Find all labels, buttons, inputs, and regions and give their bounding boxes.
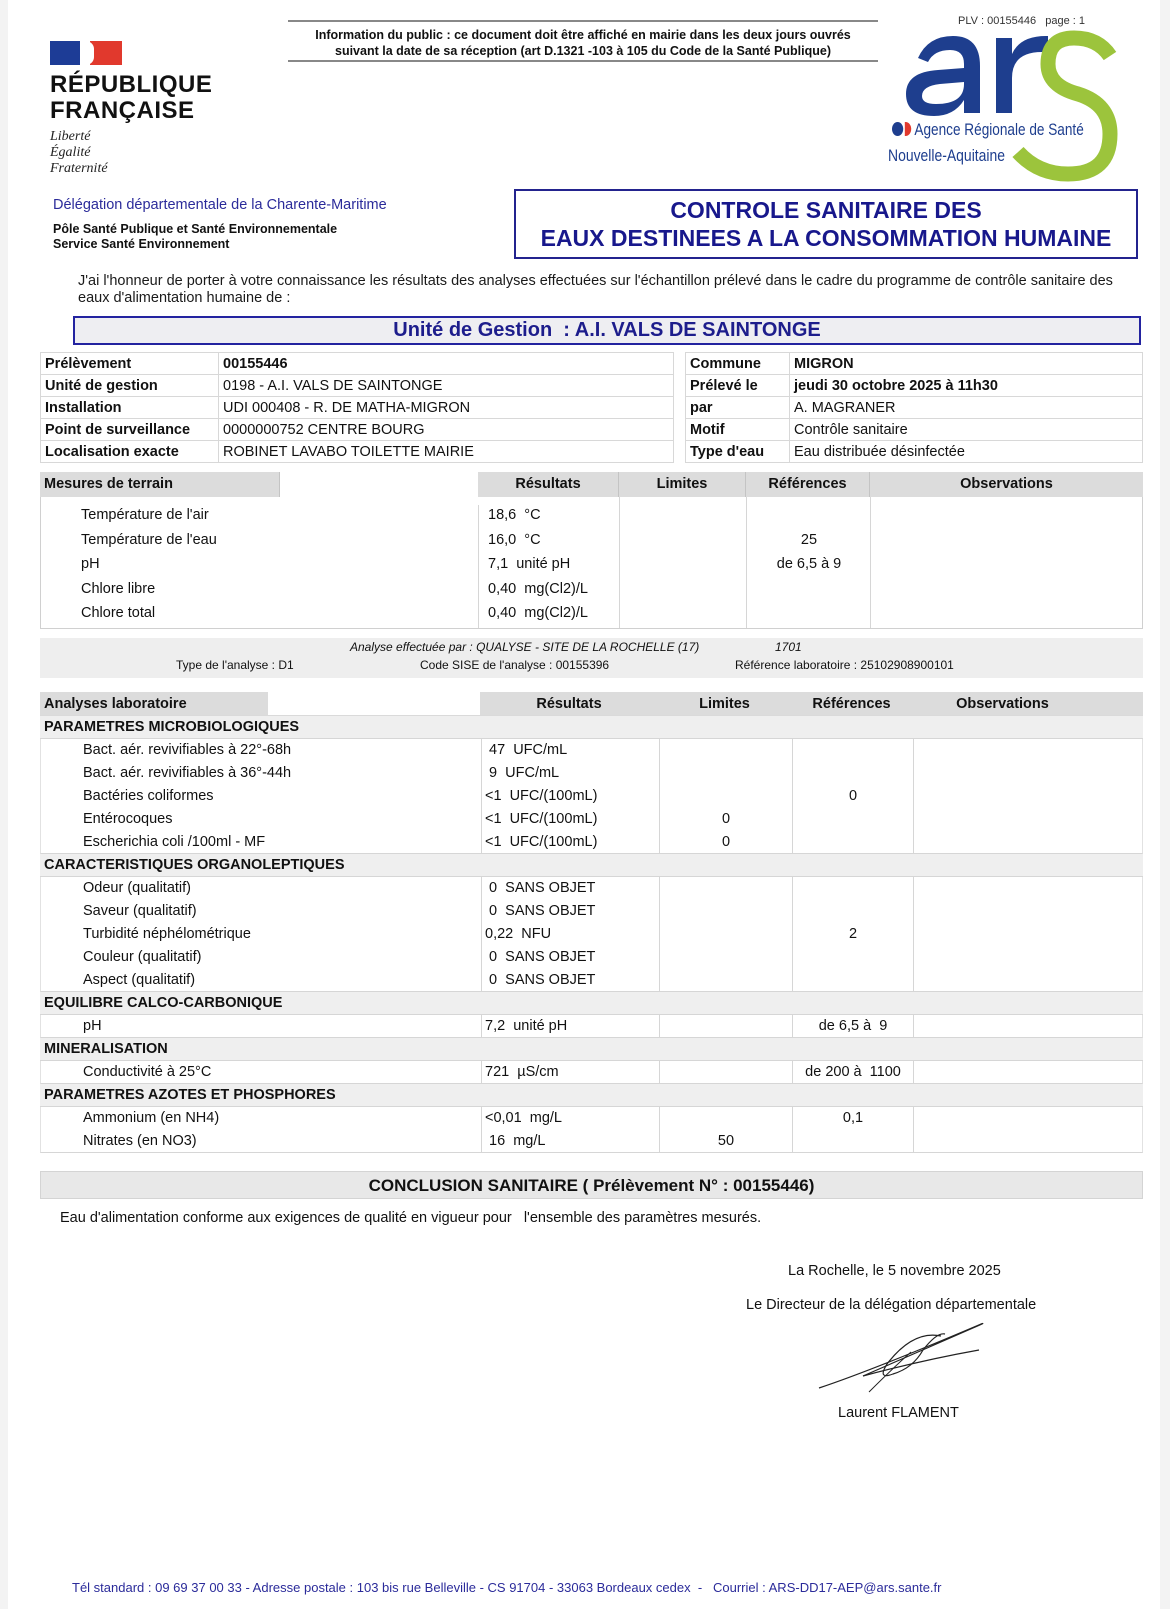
- info-value: 0198 - A.I. VALS DE SAINTONGE: [219, 375, 674, 397]
- motto-fraternite: Fraternité: [50, 161, 108, 176]
- info-row: [41, 353, 1143, 375]
- republic-motto: [50, 129, 108, 177]
- parameter-observation: [913, 762, 1143, 785]
- notice-line-2: suivant la date de sa réception (art D.1321 -103 à 105 du Code de la Santé Publique): [335, 44, 831, 58]
- info-row: [41, 397, 1143, 419]
- parameter-observation: [913, 1015, 1143, 1037]
- measure-result: 18,6 °C: [488, 507, 541, 523]
- lab-row: [40, 1130, 1143, 1153]
- lab-row: [40, 1107, 1143, 1130]
- header-limits: Limites: [699, 696, 750, 712]
- footer-contact: Tél standard : 09 69 37 00 33 - Adresse postale : 103 bis rue Belleville - CS 91704 - 33063 Bordeaux cedex - Courriel : ARS-DD17-AEP@ars.sante.fr: [72, 1580, 942, 1595]
- header-lab-label: Analyses laboratoire: [40, 692, 268, 715]
- parameter-result: 7,2 unité pH: [481, 1015, 659, 1037]
- info-label: Localisation exacte: [41, 441, 219, 463]
- info-row: [41, 419, 1143, 441]
- parameter-limit: 0: [659, 831, 792, 853]
- header-terrain-label: Mesures de terrain: [40, 472, 280, 497]
- lab-row: [40, 946, 1143, 969]
- parameter-limit: [659, 739, 792, 762]
- parameter-reference: [792, 1130, 913, 1152]
- pole-line: Pôle Santé Publique et Santé Environnementale: [53, 222, 338, 236]
- marianne-logo-icon: [50, 41, 122, 65]
- signature-role: Le Directeur de la délégation départementale: [746, 1297, 1037, 1313]
- parameter-observation: [913, 808, 1143, 831]
- measure-result: 16,0 °C: [488, 531, 541, 548]
- intro-paragraph: J'ai l'honneur de porter à votre connaissance les résultats des analyses effectuées sur l'échantillon prélevé dans le cadre du programme de contrôle sanitaire des eaux d'alimentation humaine de :: [78, 273, 1113, 306]
- parameter-observation: [913, 969, 1143, 991]
- analysis-sise-code: Code SISE de l'analyse : 00155396: [420, 658, 610, 672]
- lab-row: [40, 808, 1143, 831]
- header-observations: Observations: [956, 696, 1049, 712]
- measure-reference: 25: [800, 531, 818, 548]
- parameter-name: Saveur (qualitatif): [83, 903, 197, 919]
- parameter-result: 0 SANS OBJET: [481, 900, 659, 923]
- parameter-result: 0,22 NFU: [481, 923, 659, 946]
- parameter-name: Couleur (qualitatif): [83, 949, 202, 965]
- parameter-name: Nitrates (en NO3): [83, 1133, 197, 1149]
- parameter-limit: [659, 969, 792, 991]
- info-gap: [674, 441, 686, 463]
- info-value: Eau distribuée désinfectée: [790, 441, 1143, 463]
- parameter-name: Bactéries coliformes: [83, 788, 214, 804]
- parameter-observation: [913, 946, 1143, 969]
- lab-section-header: MINERALISATION: [40, 1038, 1143, 1061]
- sample-info-table: [40, 352, 1143, 463]
- ars-agency-label: Agence Régionale de Santé: [914, 120, 1084, 139]
- measure-result: 7,1 unité pH: [488, 556, 571, 572]
- service-line: Service Santé Environnement: [53, 237, 230, 251]
- lab-analysis-table: [40, 692, 1143, 1153]
- lab-row: [40, 877, 1143, 900]
- lab-section-header: PARAMETRES MICROBIOLOGIQUES: [40, 716, 1143, 739]
- unite-gestion-banner: Unité de Gestion : A.I. VALS DE SAINTONGE: [73, 316, 1141, 345]
- ars-region: Nouvelle-Aquitaine: [888, 146, 1006, 165]
- info-label: Motif: [686, 419, 790, 441]
- title-line-1: CONTROLE SANITAIRE DES: [670, 197, 982, 223]
- public-notice: [288, 20, 878, 62]
- conclusion-title: CONCLUSION SANITAIRE ( Prélèvement N° : 00155446): [40, 1171, 1143, 1199]
- parameter-result: 0 SANS OBJET: [481, 946, 659, 969]
- parameter-result: 9 UFC/mL: [481, 762, 659, 785]
- republic-line-1: RÉPUBLIQUE: [50, 71, 213, 98]
- analysis-type: Type de l'analyse : D1: [176, 658, 294, 672]
- info-value: A. MAGRANER: [790, 397, 1143, 419]
- info-label: Prélèvement: [41, 353, 219, 375]
- notice-line-1: Information du public : ce document doit être affiché en mairie dans les deux jours ouvrés: [315, 28, 851, 42]
- parameter-limit: [659, 762, 792, 785]
- plv-page-reference: PLV : 00155446 page : 1: [958, 15, 1086, 27]
- measure-name: Température de l'eau: [81, 531, 217, 548]
- parameter-limit: [659, 923, 792, 946]
- motto-liberte: Liberté: [50, 129, 91, 144]
- info-value: jeudi 30 octobre 2025 à 11h30: [790, 375, 1143, 397]
- lab-code: 1701: [775, 640, 802, 654]
- header-results: Résultats: [536, 696, 602, 712]
- measure-result: 0,40 mg(Cl2)/L: [488, 605, 588, 621]
- lab-row: [40, 739, 1143, 762]
- terrain-row: [41, 503, 1144, 527]
- parameter-limit: [659, 946, 792, 969]
- parameter-observation: [913, 900, 1143, 923]
- republique-francaise-title: [50, 72, 212, 124]
- parameter-observation: [913, 1130, 1143, 1152]
- lab-row: [40, 831, 1143, 854]
- delegation-title: Délégation départementale de la Charente-Maritime: [53, 197, 387, 213]
- parameter-limit: [659, 900, 792, 923]
- measure-result: 0,40 mg(Cl2)/L: [488, 580, 588, 597]
- info-value: Contrôle sanitaire: [790, 419, 1143, 441]
- terrain-row: [41, 577, 1144, 601]
- parameter-limit: 0: [659, 808, 792, 831]
- parameter-limit: [659, 1061, 792, 1083]
- lab-row: [40, 923, 1143, 946]
- info-gap: [674, 353, 686, 375]
- republic-line-2: FRANÇAISE: [50, 97, 195, 124]
- info-value: UDI 000408 - R. DE MATHA-MIGRON: [219, 397, 674, 419]
- parameter-observation: [913, 1061, 1143, 1083]
- parameter-result: 721 µS/cm: [481, 1061, 659, 1083]
- header-observations: Observations: [870, 472, 1143, 497]
- handwritten-signature-icon: [813, 1320, 993, 1400]
- measure-name: Chlore libre: [81, 580, 156, 597]
- parameter-observation: [913, 785, 1143, 808]
- measure-reference: de 6,5 à 9: [776, 556, 842, 572]
- parameter-reference: 0: [792, 785, 913, 808]
- info-value: 00155446: [219, 353, 674, 375]
- info-value: 0000000752 CENTRE BOURG: [219, 419, 674, 441]
- parameter-name: Odeur (qualitatif): [83, 880, 191, 896]
- signature-place-date: La Rochelle, le 5 novembre 2025: [788, 1263, 1001, 1279]
- terrain-row: [41, 528, 1144, 552]
- parameter-name: Bact. aér. revivifiables à 22°-68h: [83, 742, 292, 758]
- ars-dot-blue-icon: [892, 122, 903, 136]
- parameter-result: <0,01 mg/L: [481, 1107, 659, 1130]
- parameter-observation: [913, 877, 1143, 900]
- header-references: Références: [746, 472, 870, 497]
- lab-row: [40, 1015, 1143, 1038]
- terrain-row: [41, 552, 1144, 576]
- info-gap: [674, 419, 686, 441]
- parameter-reference: 2: [792, 923, 913, 946]
- conclusion-text: Eau d'alimentation conforme aux exigences de qualité en vigueur pour l'ensemble des paramètres mesurés.: [60, 1210, 762, 1226]
- lab-section-header: EQUILIBRE CALCO-CARBONIQUE: [40, 992, 1143, 1015]
- parameter-limit: [659, 1107, 792, 1130]
- info-label: par: [686, 397, 790, 419]
- parameter-reference: 0,1: [792, 1107, 913, 1130]
- parameter-result: 0 SANS OBJET: [481, 969, 659, 991]
- parameter-result: <1 UFC/(100mL): [481, 831, 659, 853]
- parameter-result: 0 SANS OBJET: [481, 877, 659, 900]
- lab-reference: Référence laboratoire : 25102908900101: [735, 658, 954, 672]
- lab-row: [40, 762, 1143, 785]
- parameter-name: Bact. aér. revivifiables à 36°-44h: [83, 765, 292, 781]
- measure-name: Température de l'air: [81, 507, 209, 523]
- info-value: ROBINET LAVABO TOILETTE MAIRIE: [219, 441, 674, 463]
- info-gap: [674, 375, 686, 397]
- header-references: Références: [812, 696, 891, 712]
- parameter-result: 16 mg/L: [481, 1130, 659, 1152]
- parameter-reference: de 6,5 à 9: [792, 1015, 913, 1037]
- info-row: [41, 375, 1143, 397]
- parameter-name: pH: [83, 1018, 102, 1034]
- parameter-reference: [792, 877, 913, 900]
- header-results: Résultats: [478, 472, 619, 497]
- info-label: Point de surveillance: [41, 419, 219, 441]
- parameter-observation: [913, 739, 1143, 762]
- lab-row: [40, 969, 1143, 992]
- lab-row: [40, 900, 1143, 923]
- parameter-limit: [659, 1015, 792, 1037]
- parameter-reference: [792, 969, 913, 991]
- parameter-limit: 50: [659, 1130, 792, 1152]
- parameter-result: <1 UFC/(100mL): [481, 808, 659, 831]
- info-label: Type d'eau: [686, 441, 790, 463]
- parameter-name: Ammonium (en NH4): [83, 1110, 220, 1126]
- parameter-reference: [792, 762, 913, 785]
- measure-name: pH: [81, 556, 100, 572]
- document-title: [514, 189, 1138, 259]
- lab-row: [40, 785, 1143, 808]
- parameter-name: Escherichia coli /100ml - MF: [83, 834, 266, 850]
- info-row: [41, 441, 1143, 463]
- motto-egalite: Égalité: [50, 145, 91, 160]
- ars-agency-name: [892, 120, 1084, 140]
- parameter-limit: [659, 785, 792, 808]
- info-value: MIGRON: [790, 353, 1143, 375]
- parameter-name: Aspect (qualitatif): [83, 972, 196, 988]
- terrain-table-body: [40, 497, 1143, 629]
- info-label: Installation: [41, 397, 219, 419]
- info-gap: [674, 397, 686, 419]
- lab-table-header: [40, 692, 1143, 716]
- info-label: Commune: [686, 353, 790, 375]
- lab-section-header: CARACTERISTIQUES ORGANOLEPTIQUES: [40, 854, 1143, 877]
- info-label: Prélevé le: [686, 375, 790, 397]
- title-line-2: EAUX DESTINEES A LA CONSOMMATION HUMAINE: [540, 225, 1112, 251]
- info-label: Unité de gestion: [41, 375, 219, 397]
- header-limits: Limites: [619, 472, 746, 497]
- ars-dot-red-icon: [905, 122, 911, 136]
- parameter-reference: de 200 à 1100: [792, 1061, 913, 1083]
- lab-info-box: [40, 638, 1143, 678]
- measure-name: Chlore total: [81, 605, 156, 621]
- parameter-reference: [792, 831, 913, 853]
- service-name: [53, 222, 337, 252]
- parameter-observation: [913, 1107, 1143, 1130]
- parameter-reference: [792, 946, 913, 969]
- lab-row: [40, 1061, 1143, 1084]
- parameter-name: Entérocoques: [83, 811, 173, 827]
- parameter-result: 47 UFC/mL: [481, 739, 659, 762]
- terrain-table-header: [40, 472, 1143, 497]
- document-page: [8, 0, 1160, 1609]
- parameter-reference: [792, 900, 913, 923]
- lab-performed-by: Analyse effectuée par : QUALYSE - SITE DE LA ROCHELLE (17): [350, 640, 700, 654]
- parameter-reference: [792, 808, 913, 831]
- parameter-name: Conductivité à 25°C: [83, 1064, 212, 1080]
- signatory-name: Laurent FLAMENT: [838, 1405, 959, 1421]
- lab-section-header: PARAMETRES AZOTES ET PHOSPHORES: [40, 1084, 1143, 1107]
- parameter-name: Turbidité néphélométrique: [83, 926, 251, 942]
- parameter-observation: [913, 831, 1143, 853]
- parameter-result: <1 UFC/(100mL): [481, 785, 659, 808]
- parameter-observation: [913, 923, 1143, 946]
- parameter-limit: [659, 877, 792, 900]
- terrain-row: [41, 601, 1144, 625]
- parameter-reference: [792, 739, 913, 762]
